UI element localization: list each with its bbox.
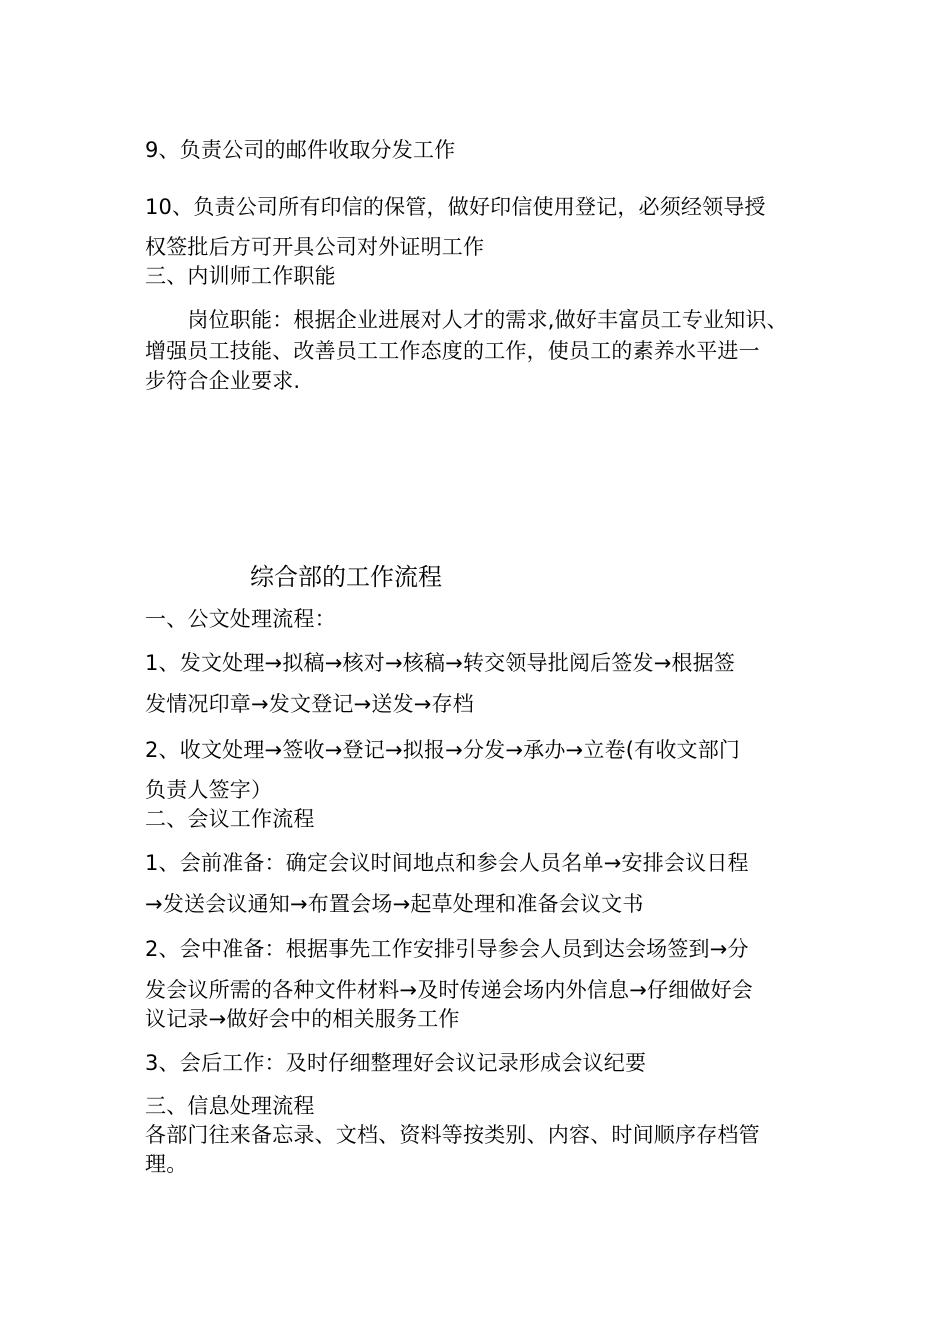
section-heading: 一、公文处理流程： bbox=[145, 607, 336, 631]
text-line: 1、发文处理→拟稿→核对→核稿→转交领导批阅后签发→根据签 bbox=[145, 651, 736, 675]
text-line: 2、会中准备：根据事先工作安排引导参会人员到达会场签到→分 bbox=[145, 937, 749, 961]
text-line: 2、收文处理→签收→登记→拟报→分发→承办→立卷(有收文部门 bbox=[145, 738, 741, 762]
text-line: 岗位职能：根据企业进展对人才的需求,做好丰富员工专业知识、 bbox=[145, 308, 788, 332]
text-line: 各部门往来备忘录、文档、资料等按类别、内容、时间顺序存档管 bbox=[145, 1123, 760, 1147]
text-line: 9、负责公司的邮件收取分发工作 bbox=[145, 138, 456, 162]
text-line: 发情况印章→发文登记→送发→存档 bbox=[145, 692, 474, 716]
text-line: 理。 bbox=[145, 1152, 188, 1176]
section-heading: 二、会议工作流程 bbox=[145, 807, 315, 831]
section-heading: 三、信息处理流程 bbox=[145, 1094, 315, 1118]
text-line: 负责人签字） bbox=[145, 778, 273, 802]
text-line: 1、会前准备：确定会议时间地点和参会人员名单→安排会议日程 bbox=[145, 851, 749, 875]
text-line: 增强员工技能、改善员工工作态度的工作，使员工的素养水平进一 bbox=[145, 339, 760, 363]
text-line: 权签批后方可开具公司对外证明工作 bbox=[145, 235, 485, 259]
text-line: 议记录→做好会中的相关服务工作 bbox=[145, 1007, 460, 1031]
text-line: 发会议所需的各种文件材料→及时传递会场内外信息→仔细做好会 bbox=[145, 978, 753, 1002]
text-line: →发送会议通知→布置会场→起草处理和准备会议文书 bbox=[145, 892, 644, 916]
section-heading: 三、内训师工作职能 bbox=[145, 264, 336, 288]
page-title: 综合部的工作流程 bbox=[250, 563, 442, 591]
text-line: 步符合企业要求. bbox=[145, 369, 301, 393]
text-line: 10、负责公司所有印信的保管，做好印信使用登记，必须经领导授 bbox=[145, 195, 766, 219]
text-line: 3、会后工作：及时仔细整理好会议记录形成会议纪要 bbox=[145, 1051, 647, 1075]
